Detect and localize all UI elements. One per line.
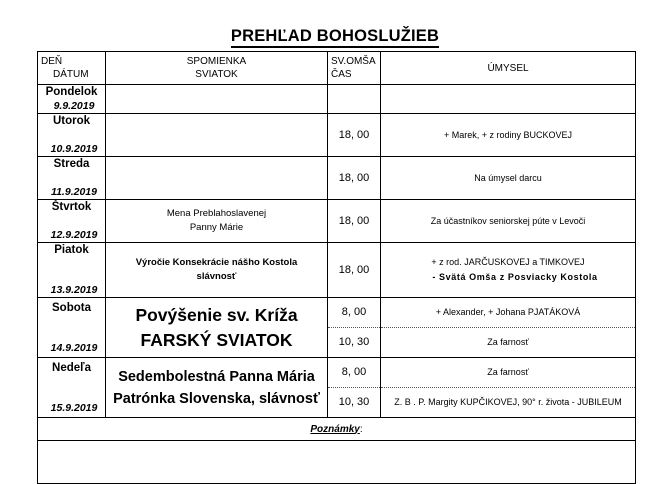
day-name: Sobota (52, 301, 91, 314)
memorial-line1: Výročie Konsekrácie nášho Kostola (135, 257, 298, 268)
intention-second: Za farnosť (487, 337, 529, 347)
column-header-mass-time-line2: ČAS (331, 69, 352, 80)
column-header-mass-time-line1: SV.OMŠA (331, 56, 376, 67)
mass-time-saturday (328, 298, 381, 358)
mass-time-split (328, 298, 380, 357)
memorial-cell-tuesday (106, 114, 328, 157)
table-row (38, 157, 636, 200)
day-name: Pondelok (45, 86, 98, 98)
day-name: Utorok (52, 115, 91, 127)
notes-row (38, 418, 636, 441)
memorial-line2: slávnosť (196, 271, 237, 282)
column-header-intention: ÚMYSEL (381, 52, 636, 85)
column-header-memorial-line2: SVIATOK (195, 69, 238, 80)
day-cell-saturday (38, 298, 106, 358)
intention-cell-saturday (381, 298, 636, 358)
intention-first: + Alexander, + Johana PJATÁKOVÁ (381, 298, 635, 328)
intention-cell-thursday: Za účastníkov seniorskej púte v Levoči (381, 200, 636, 243)
table-row (38, 200, 636, 243)
table-header-row (38, 52, 636, 85)
mass-time-second: 10, 30 (338, 336, 370, 348)
day-date: 11.9.2019 (51, 186, 97, 198)
intention-cell-friday (381, 243, 636, 298)
mass-time-thursday: 18, 00 (328, 200, 381, 243)
column-header-day-line1: DEŇ (41, 56, 63, 67)
intention-cell-tuesday: + Marek, + z rodiny BUCKOVEJ (381, 114, 636, 157)
column-header-mass-time (328, 52, 381, 85)
intention-line2: - Svätá Omša z Posviacky Kostola (432, 272, 598, 282)
memorial-line1: Povýšenie sv. Kríža (135, 304, 298, 325)
intention-second: Z. B . P. Margity KUPČIKOVEJ, 90° r. života - JUBILEUM (394, 397, 622, 407)
table-row (38, 298, 636, 358)
notes-label: Poznámky (310, 423, 360, 435)
mass-time-wednesday: 18, 00 (328, 157, 381, 200)
notes-colon: : (359, 423, 363, 435)
memorial-line1: Sedembolestná Panna Mária (118, 368, 315, 385)
day-cell-wednesday (38, 157, 106, 200)
day-cell-tuesday (38, 114, 106, 157)
memorial-cell-saturday (106, 298, 328, 358)
day-date: 13.9.2019 (50, 284, 98, 296)
memorial-cell-thursday (106, 200, 328, 243)
notes-cell (38, 418, 636, 441)
day-name: Piatok (54, 244, 89, 256)
column-header-memorial (106, 52, 328, 85)
day-date: 10.9.2019 (50, 143, 98, 155)
mass-time-second: 10, 30 (338, 396, 370, 408)
memorial-cell-friday (106, 243, 328, 298)
blank-notes-area (38, 441, 636, 484)
memorial-line2: Panny Márie (189, 222, 244, 233)
page-title (0, 27, 670, 46)
day-name: Štvrtok (51, 201, 92, 213)
mass-time-first: 8, 00 (328, 358, 380, 388)
day-name: Nedeľa (52, 361, 91, 374)
day-date: 14.9.2019 (50, 341, 98, 354)
intention-split (381, 358, 635, 417)
page-title-text: PREHĽAD BOHOSLUŽIEB (231, 27, 439, 48)
day-date: 15.9.2019 (50, 401, 98, 414)
memorial-cell-sunday (106, 358, 328, 418)
day-cell-sunday (38, 358, 106, 418)
memorial-line2: FARSKÝ SVIATOK (140, 329, 293, 350)
column-header-memorial-line1: SPOMIENKA (186, 56, 247, 67)
mass-time-tuesday: 18, 00 (328, 114, 381, 157)
day-name: Streda (53, 158, 90, 170)
intention-split (381, 298, 635, 357)
day-cell-thursday (38, 200, 106, 243)
intention-cell-sunday (381, 358, 636, 418)
memorial-cell-monday (106, 85, 328, 114)
day-cell-friday (38, 243, 106, 298)
intention-first: Za farnosť (381, 358, 635, 388)
column-header-day-line2: DÁTUM (53, 69, 89, 80)
day-cell-monday (38, 85, 106, 114)
column-header-day (38, 52, 106, 85)
intention-line1: + z rod. JARČUSKOVEJ a TIMKOVEJ (431, 257, 585, 267)
table-row (38, 243, 636, 298)
mass-time-monday (328, 85, 381, 114)
table-row (38, 85, 636, 114)
intention-cell-wednesday: Na úmysel darcu (381, 157, 636, 200)
mass-time-first: 8, 00 (328, 298, 380, 328)
mass-schedule-table (37, 51, 636, 484)
intention-cell-monday (381, 85, 636, 114)
mass-time-split (328, 358, 380, 417)
day-date: 12.9.2019 (50, 229, 98, 241)
mass-time-friday: 18, 00 (328, 243, 381, 298)
table-row (38, 358, 636, 418)
day-date: 9.9.2019 (53, 100, 95, 112)
memorial-line1: Mena Preblahoslavenej (166, 208, 267, 219)
table-row (38, 114, 636, 157)
memorial-line2: Patrónka Slovenska, slávnosť (113, 390, 320, 407)
memorial-cell-wednesday (106, 157, 328, 200)
blank-notes-area-row (38, 441, 636, 484)
mass-time-sunday (328, 358, 381, 418)
